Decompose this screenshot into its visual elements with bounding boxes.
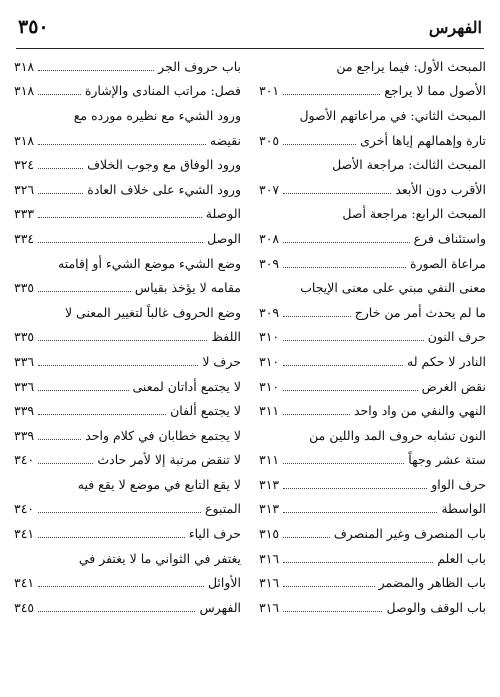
entry-text: لا يجتمع أداتان لمعنى <box>132 378 241 394</box>
entry-text: وضع الشيء موضع الشيء أو إقامته <box>58 255 241 271</box>
dot-leader <box>38 390 128 391</box>
index-entry <box>14 595 241 620</box>
index-entry <box>259 570 486 595</box>
entry-page-number: ٣١٦ <box>259 599 280 615</box>
entry-page-number: ٣٤١ <box>14 575 35 591</box>
entry-text: النون تشابه حروف المد واللين من <box>309 427 486 443</box>
index-entry <box>259 423 486 448</box>
entry-text: باب العلم <box>437 550 486 566</box>
index-entry <box>259 103 486 128</box>
entry-page-number: ٣١٠ <box>259 353 280 369</box>
dot-leader <box>38 193 83 194</box>
entry-page-number: ٣١٠ <box>259 329 280 345</box>
entry-page-number: ٣١٨ <box>14 58 35 74</box>
running-title: الفهرس <box>428 17 482 37</box>
entry-page-number: ٣٣٣ <box>14 206 35 222</box>
entry-text: المتبوع <box>205 501 241 517</box>
dot-leader <box>38 586 204 587</box>
index-entry <box>259 472 486 497</box>
entry-page-number: ٣٣٦ <box>14 378 35 394</box>
entry-text: الأصول مما لا يراجع <box>384 83 486 99</box>
index-entry <box>14 423 241 448</box>
entry-text: الأقرب دون الأبعد <box>395 181 486 197</box>
entry-page-number: ٣١٥ <box>259 526 280 542</box>
entry-text: الفهرس <box>199 599 241 615</box>
entry-page-number: ٣٠٥ <box>259 132 280 148</box>
entry-text: ورود الشيء على خلاف العادة <box>87 181 241 197</box>
index-entry <box>14 275 241 300</box>
index-entry <box>259 79 486 104</box>
dot-leader <box>38 512 201 513</box>
entry-text: المبحث الأول: فيما يراجع من <box>336 58 486 74</box>
entry-text: لا يجتمع خطابان في كلام واحد <box>85 427 241 443</box>
entry-page-number: ٣١٨ <box>14 83 35 99</box>
index-entry <box>14 300 241 325</box>
entry-text: لا يقع التابع في موضع لا يقع فيه <box>77 476 241 492</box>
dot-leader <box>283 586 375 587</box>
dot-leader <box>283 414 350 415</box>
entry-page-number: ٣٠٩ <box>259 255 280 271</box>
entry-text: فصل: مراتب المنادى والإشارة <box>84 83 241 99</box>
entry-text: باب الوقف والوصل <box>386 599 486 615</box>
entry-page-number: ٣٣٤ <box>14 230 35 246</box>
dot-leader <box>283 94 380 95</box>
entry-page-number: ٣١٣ <box>259 476 280 492</box>
index-entry <box>259 54 486 79</box>
entry-text: تارة وإهمالهم إياها أخرى <box>360 132 486 148</box>
entry-text: ستة عشر وجهاً <box>408 452 486 468</box>
index-entry <box>259 448 486 473</box>
dot-leader <box>38 94 81 95</box>
index-entry <box>259 546 486 571</box>
entry-page-number: ٣٤١ <box>14 526 35 542</box>
dot-leader <box>38 70 154 71</box>
dot-leader <box>38 242 203 243</box>
index-entry <box>259 300 486 325</box>
dot-leader <box>38 365 198 366</box>
entry-text: المبحث الثاني: في مراعاتهم الأصول <box>299 107 486 123</box>
entry-page-number: ٣٤٠ <box>14 452 35 468</box>
dot-leader <box>38 340 207 341</box>
entry-page-number: ٣٤٠ <box>14 501 35 517</box>
entry-text: ما لم يحدث أمر من خارج <box>354 304 486 320</box>
dot-leader <box>38 414 166 415</box>
index-entry <box>14 79 241 104</box>
dot-leader <box>283 537 330 538</box>
dot-leader <box>283 488 427 489</box>
dot-leader <box>38 439 81 440</box>
entry-text: مقامه لا يؤخذ بقياس <box>134 280 241 296</box>
index-entry <box>14 570 241 595</box>
entry-text: يغتفر في الثواني ما لا يغتفر في <box>78 550 241 566</box>
entry-text: باب المنصرف وغير المنصرف <box>333 526 486 542</box>
entry-text: واستئناف فرع <box>413 230 486 246</box>
entry-page-number: ٣١٦ <box>259 550 280 566</box>
entry-text: الوصل <box>207 230 241 246</box>
dot-leader <box>283 316 351 317</box>
dot-leader <box>38 217 202 218</box>
dot-leader <box>283 340 424 341</box>
dot-leader <box>283 390 417 391</box>
entry-text: باب الظاهر والمضمر <box>378 575 486 591</box>
entry-page-number: ٣٣٩ <box>14 427 35 443</box>
dot-leader <box>38 144 206 145</box>
index-entry <box>14 472 241 497</box>
entry-text: لا يجتمع ألفان <box>170 403 241 419</box>
entry-text: نقض الغرض <box>421 378 486 394</box>
entry-page-number: ٣٠١ <box>259 83 280 99</box>
dot-leader <box>283 512 437 513</box>
index-entry <box>259 349 486 374</box>
entry-text: ورود الوفاق مع وجوب الخلاف <box>87 157 241 173</box>
index-entry <box>14 128 241 153</box>
index-entry <box>14 546 241 571</box>
entry-page-number: ٣١١ <box>259 452 280 468</box>
entry-text: الأوائل <box>207 575 241 591</box>
right-column <box>259 54 486 687</box>
index-entry <box>14 374 241 399</box>
dot-leader <box>38 168 83 169</box>
entry-text: لا تنقض مرتبة إلا لأمر حادث <box>97 452 241 468</box>
left-column <box>14 54 241 687</box>
entry-page-number: ٣٤٥ <box>14 599 35 615</box>
entry-page-number: ٣١١ <box>259 403 280 419</box>
index-entry <box>14 103 241 128</box>
index-entry <box>259 251 486 276</box>
entry-text: الواسطة <box>441 501 486 517</box>
entry-page-number: ٣٢٤ <box>14 157 35 173</box>
dot-leader <box>38 611 195 612</box>
entry-text: النادر لا حكم له <box>407 353 486 369</box>
entry-page-number: ٣٠٧ <box>259 181 280 197</box>
entry-text: حرف الياء <box>188 526 241 542</box>
index-entry <box>259 398 486 423</box>
entry-page-number: ٣٠٩ <box>259 304 280 320</box>
index-entry <box>14 177 241 202</box>
index-entry <box>259 275 486 300</box>
entry-text: ورود الشيء مع نظيره مورده مع <box>73 107 241 123</box>
dot-leader <box>283 242 409 243</box>
entry-page-number: ٣٣٥ <box>14 329 35 345</box>
entry-text: معنى النفي مبني على معنى الإيجاب <box>300 280 486 296</box>
index-entry <box>14 152 241 177</box>
entry-text: باب حروف الجر <box>158 58 241 74</box>
index-entry <box>14 251 241 276</box>
index-entry <box>14 521 241 546</box>
dot-leader <box>283 611 382 612</box>
entry-page-number: ٣٠٨ <box>259 230 280 246</box>
index-entry <box>14 226 241 251</box>
index-entry <box>259 177 486 202</box>
index-entry <box>14 448 241 473</box>
index-entry <box>259 152 486 177</box>
dot-leader <box>283 193 391 194</box>
index-entry <box>259 128 486 153</box>
index-entry <box>259 325 486 350</box>
index-entry <box>259 374 486 399</box>
page-number: ٣٥٠ <box>18 16 49 38</box>
dot-leader <box>283 463 404 464</box>
entry-page-number: ٣١٦ <box>259 575 280 591</box>
entry-text: وضع الحروف غالباً لتغيير المعنى لا <box>64 304 241 320</box>
entry-text: حرف الواو <box>431 476 486 492</box>
entry-page-number: ٣٣٥ <box>14 280 35 296</box>
index-columns <box>14 54 486 687</box>
index-entry <box>259 595 486 620</box>
index-entry <box>14 202 241 227</box>
index-entry <box>259 202 486 227</box>
entry-text: مراعاة الصورة <box>409 255 486 271</box>
entry-text: الوصلة <box>205 206 241 222</box>
index-entry <box>14 325 241 350</box>
entry-text: المبحث الثالث: مراجعة الأصل <box>332 157 486 173</box>
index-entry <box>14 497 241 522</box>
dot-leader <box>38 537 185 538</box>
entry-page-number: ٣٣٩ <box>14 403 35 419</box>
entry-page-number: ٣١٨ <box>14 132 35 148</box>
entry-page-number: ٣١٠ <box>259 378 280 394</box>
entry-text: حرف لا <box>202 353 241 369</box>
index-entry <box>259 521 486 546</box>
dot-leader <box>283 267 406 268</box>
entry-text: اللفظ <box>211 329 241 345</box>
entry-page-number: ٣٢٦ <box>14 181 35 197</box>
header-rule <box>16 48 484 49</box>
dot-leader <box>38 463 93 464</box>
index-entry <box>14 349 241 374</box>
entry-page-number: ٣٣٦ <box>14 353 35 369</box>
dot-leader <box>283 144 356 145</box>
entry-page-number: ٣١٣ <box>259 501 280 517</box>
dot-leader <box>283 562 433 563</box>
entry-text: حرف النون <box>427 329 486 345</box>
page-header <box>18 10 482 44</box>
entry-text: نقيضه <box>209 132 241 148</box>
dot-leader <box>38 291 131 292</box>
index-entry <box>259 497 486 522</box>
dot-leader <box>283 365 403 366</box>
index-entry <box>259 226 486 251</box>
entry-text: النهي والنفي من واد واحد <box>353 403 486 419</box>
entry-text: المبحث الرابع: مراجعة أصل <box>342 206 486 222</box>
index-entry <box>14 398 241 423</box>
index-entry <box>14 54 241 79</box>
